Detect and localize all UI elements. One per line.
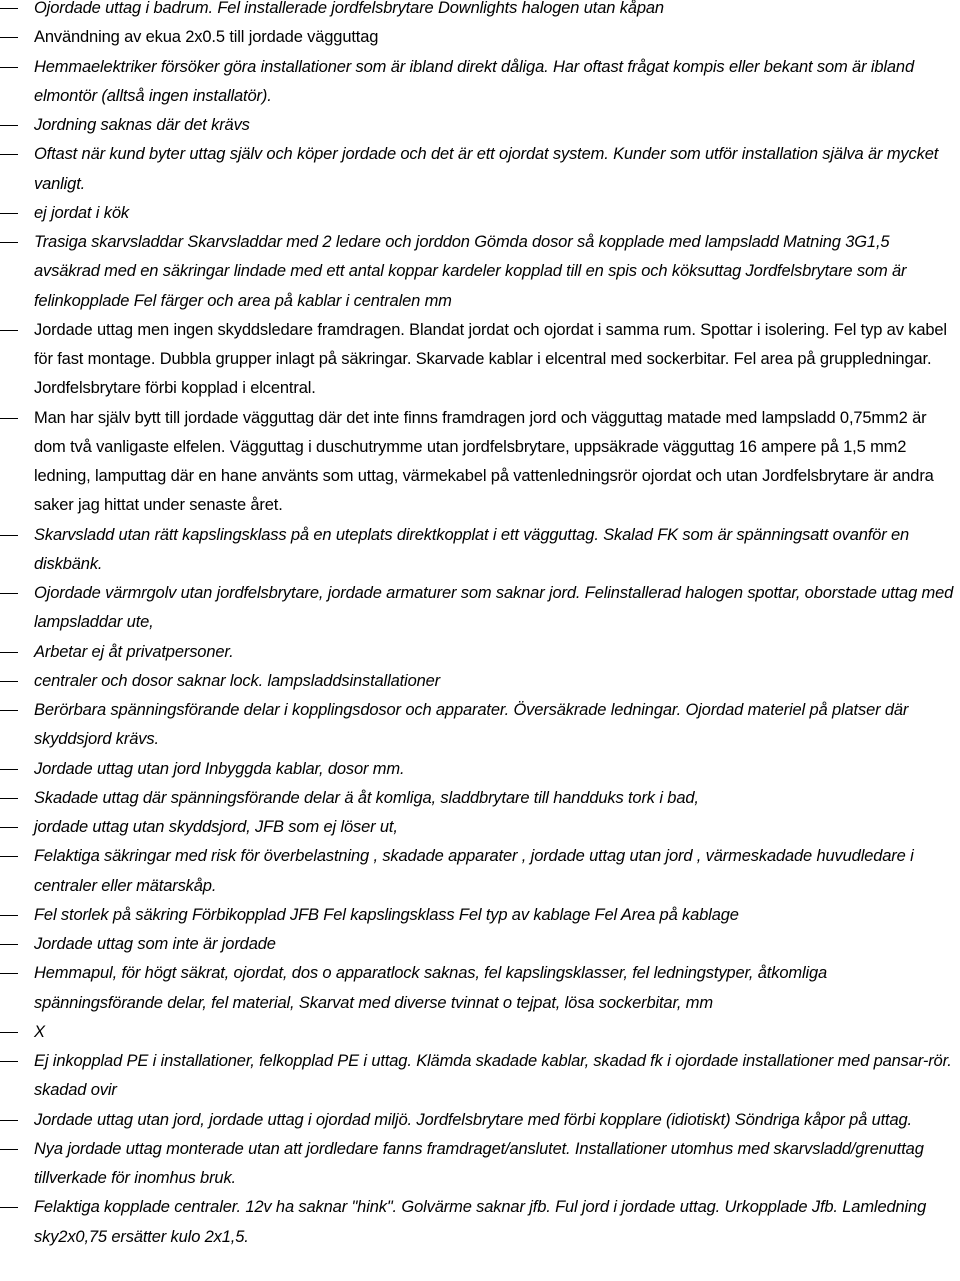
dash-bullet-icon xyxy=(0,681,18,682)
list-item-text: Användning av ekua 2x0.5 till jordade vägguttag xyxy=(34,28,379,47)
list-item xyxy=(0,579,960,638)
list-item xyxy=(0,0,960,23)
dash-bullet-icon xyxy=(0,798,18,799)
list-item xyxy=(0,53,960,112)
dash-bullet-icon xyxy=(0,769,18,770)
list-item-text: Skarvsladd utan rätt kapslingsklass på en uteplats direktkopplat i ett vägguttag. Skalad FK som är spänningsatt ovanför en diskbänk. xyxy=(34,525,910,573)
list-item-text: Jordade uttag som inte är jordade xyxy=(34,935,276,953)
dash-bullet-icon xyxy=(0,1120,18,1121)
dash-bullet-icon xyxy=(0,154,18,155)
list-item xyxy=(0,842,960,901)
list-item xyxy=(0,23,960,52)
list-item xyxy=(0,199,960,228)
list-item-text: Nya jordade uttag monterade utan att jordledare fanns framdraget/anslutet. Installationer utomhus med skarvsladd/grenuttag tillverkade för inomhus bruk. xyxy=(34,1139,924,1187)
dash-bullet-icon xyxy=(0,1032,18,1033)
dash-bullet-icon xyxy=(0,652,18,653)
list-item-text: centraler och dosor saknar lock. lampsladdsinstallationer xyxy=(34,671,440,690)
dash-bullet-icon xyxy=(0,8,18,9)
list-item xyxy=(0,1106,960,1135)
list-item-text: Berörbara spänningsförande delar i kopplingsdosor och apparater. Översäkrade ledningar. Ojordad materiel på platser där skyddsjord krävs. xyxy=(34,701,909,749)
list-item xyxy=(0,140,960,199)
list-item xyxy=(0,316,960,404)
list-item xyxy=(0,111,960,140)
list-item-text: Hemmaelektriker försöker göra installationer som är ibland direkt dåliga. Har oftast frågat kompis eller bekant som är ibland elmontör (alltså ingen installatör). xyxy=(34,57,914,105)
dash-bullet-icon xyxy=(0,827,18,828)
dash-bullet-icon xyxy=(0,1061,18,1062)
list-item-text: Jordning saknas där det krävs xyxy=(34,116,250,134)
list-item xyxy=(0,667,960,696)
list-item-text: Skadade uttag där spänningsförande delar ä åt komliga, sladdbrytare till handduks tork i bad, xyxy=(34,788,699,807)
list-item-text: Ej inkopplad PE i installationer, felkopplad PE i uttag. Klämda skadade kablar, skadad fk i ojordade installationer med pansar-rör. skadad ovir xyxy=(34,1052,952,1100)
dash-bullet-icon xyxy=(0,915,18,916)
dash-bullet-icon xyxy=(0,418,18,419)
dash-bullet-icon xyxy=(0,1207,18,1208)
dash-bullet-icon xyxy=(0,67,18,68)
list-item xyxy=(0,1018,960,1047)
list-item-text: Fel storlek på säkring Förbikopplad JFB Fel kapslingsklass Fel typ av kablage Fel Area på kablage xyxy=(34,905,739,924)
list-item-text: X xyxy=(34,1022,45,1041)
dash-bullet-icon xyxy=(0,944,18,945)
list-item xyxy=(0,813,960,842)
dash-bullet-icon xyxy=(0,593,18,594)
list-item xyxy=(0,228,960,316)
list-item xyxy=(0,930,960,959)
list-item xyxy=(0,638,960,667)
dash-bullet-icon xyxy=(0,856,18,857)
list-item-text: Felaktiga säkringar med risk för överbelastning , skadade apparater , jordade uttag utan jord , värmeskadade huvudledare i centraler eller mätarskåp. xyxy=(34,847,914,895)
list-item-text: ej jordat i kök xyxy=(34,203,129,222)
list-item-text: jordade uttag utan skyddsjord, JFB som ej löser ut, xyxy=(34,818,398,836)
dash-bullet-icon xyxy=(0,37,18,38)
list-item xyxy=(0,696,960,755)
list-item xyxy=(0,521,960,580)
list-item-text: Jordade uttag utan jord Inbyggda kablar, dosor mm. xyxy=(34,759,405,778)
dash-bullet-icon xyxy=(0,535,18,536)
list-item xyxy=(0,784,960,813)
list-item-text: Hemmapul, för högt säkrat, ojordat, dos o apparatlock saknas, fel kapslingsklasser, fel ledningstyper, åtkomliga spänningsförande delar, fel material, Skarvat med diverse tvinnat o tejpat, lösa sockerbitar, mm xyxy=(34,964,828,1012)
list-item xyxy=(0,755,960,784)
list-item xyxy=(0,901,960,930)
list-item-text: Oftast när kund byter uttag själv och köper jordade och det är ett ojordat system. Kunder som utför installation själva är mycket vanligt. xyxy=(34,145,939,193)
list-item-text: Arbetar ej åt privatpersoner. xyxy=(34,642,234,661)
dash-bullet-icon xyxy=(0,213,18,214)
list-item-text: Jordade uttag utan jord, jordade uttag i ojordad miljö. Jordfelsbrytare med förbi kopplare (idiotiskt) Söndriga kåpor på uttag. xyxy=(34,1110,912,1129)
dash-bullet-icon xyxy=(0,973,18,974)
list-item-text: Felaktiga kopplade centraler. 12v ha saknar "hink". Golvärme saknar jfb. Ful jord i jordade uttag. Urkopplade Jfb. Lamledning sky2x0,75 ersätter kulo 2x1,5. xyxy=(34,1198,927,1246)
list-item xyxy=(0,1047,960,1106)
list-item xyxy=(0,959,960,1018)
list-item-text: Trasiga skarvsladdar Skarvsladdar med 2 ledare och jorddon Gömda dosor så kopplade med lampsladd Matning 3G1,5 avsäkrad med en säkringar lindade med ett antal koppar kardeler kopplad till en spis och köksuttag Jordfelsbrytare som är felinkopplade Fel färger och area på kablar i centralen mm xyxy=(34,233,907,310)
list-item xyxy=(0,1193,960,1252)
dash-bullet-icon xyxy=(0,242,18,243)
list-item-text: Man har själv bytt till jordade vägguttag där det inte finns framdragen jord och vägguttag matade med lampsladd 0,75mm2 är dom två vanligaste elfelen. Vägguttag i duschutrymme utan jordfelsbrytare, uppsäkrade vägguttag 16 ampere på 1,5 mm2 ledning, lamputtag där en hane använts som uttag, värmekabel på vattenledningsrör ojordat och utan Jordfelsbrytare är andra saker jag hittat under senaste året. xyxy=(34,408,934,515)
dash-bullet-icon xyxy=(0,710,18,711)
list-item-text: Jordade uttag men ingen skyddsledare framdragen. Blandat jordat och ojordat i samma rum. Spottar i isolering. Fel typ av kabel för fast montage. Dubbla grupper inlagt på säkringar. Skarvade kablar i elcentral med sockerbitar. Fel area på gruppledningar. Jordfelsbrytare förbi kopplad i elcentral. xyxy=(34,320,947,398)
dash-bullet-icon xyxy=(0,1149,18,1150)
dash-bullet-icon xyxy=(0,125,18,126)
list-item-text: Ojordade uttag i badrum. Fel installerade jordfelsbrytare Downlights halogen utan kåpan xyxy=(34,0,664,17)
dash-bullet-icon xyxy=(0,330,18,331)
list-item xyxy=(0,1135,960,1194)
list-item-text: Ojordade värmrgolv utan jordfelsbrytare, jordade armaturer som saknar jord. Felinstallerad halogen spottar, oborstade uttag med lampsladdar ute, xyxy=(34,584,954,632)
list-item xyxy=(0,404,960,521)
